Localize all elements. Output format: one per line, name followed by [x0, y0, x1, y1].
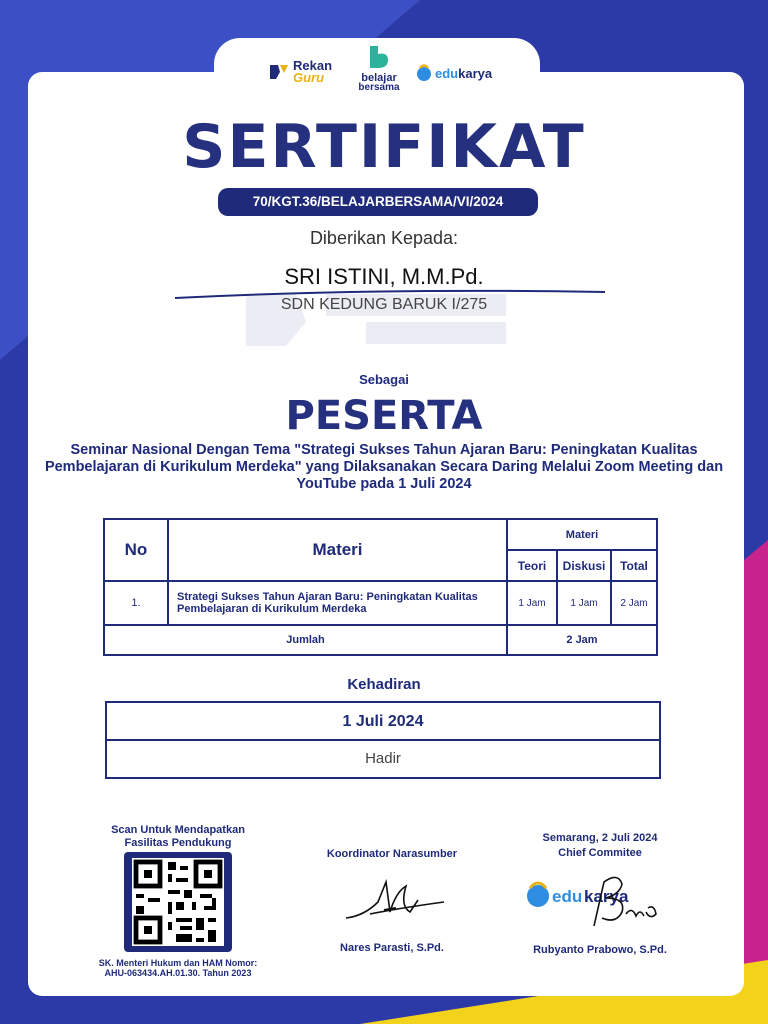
col-diskusi-header: Diskusi [557, 550, 611, 581]
belajar-bersama-mark-icon [364, 46, 394, 68]
col-no-header: No [104, 519, 168, 581]
rekan-guru-mark-icon [268, 63, 290, 81]
attendance-date: 1 Juli 2024 [107, 703, 659, 741]
certificate-title: SERTIFIKAT [182, 112, 586, 182]
signature1-icon [340, 872, 450, 928]
given-to-label: Diberikan Kepada: [309, 228, 459, 248]
signer1-name: Nares Parasti, S.Pd. [340, 942, 444, 954]
attendance-status: Hadir [365, 750, 401, 767]
edukarya-part2: karya [458, 65, 493, 81]
recipient-name: SRI ISTINI, M.M.Pd. [284, 264, 484, 289]
col-teori-header: Teori [507, 550, 557, 581]
edukarya-stamp-signature-icon [522, 868, 672, 932]
col-group-header: Materi [507, 519, 657, 550]
belajar-bersama-line2: bersama [358, 82, 400, 93]
partner-logos [268, 46, 508, 102]
jumlah-label: Jumlah [104, 625, 507, 655]
recipient-school: SDN KEDUNG BARUK I/275 [280, 296, 488, 313]
rekan-guru-logo [268, 60, 332, 84]
table-row [104, 581, 657, 625]
signer2-place-date: Semarang, 2 Juli 2024 [542, 832, 658, 844]
certificate-number: 70/KGT.36/BELAJARBERSAMA/VI/2024 [218, 188, 538, 216]
materi-table [103, 518, 658, 656]
edukarya-logo [415, 64, 492, 82]
signer2-role: Chief Commitee [558, 847, 642, 859]
belajar-bersama-line1: belajar [361, 72, 397, 84]
col-total-header: Total [611, 550, 657, 581]
qr-code-frame [124, 852, 232, 952]
jumlah-value: 2 Jam [507, 625, 657, 655]
belajar-bersama-logo [354, 46, 404, 93]
rekan-guru-line2: Guru [293, 70, 325, 85]
role-title: PESERTA [285, 393, 483, 439]
legal-registration: SK. Menteri Hukum dan HAM Nomor: AHU-063434.AH.01.30. Tahun 2023 [98, 958, 258, 978]
row-teori: 1 Jam [507, 581, 557, 625]
as-label: Sebagai [359, 372, 409, 387]
signer1-role: Koordinator Narasumber [326, 848, 458, 860]
row-no: 1. [104, 581, 168, 625]
attendance-label: Kehadiran [347, 676, 421, 693]
row-topic: Strategi Sukses Tahun Ajaran Baru: Peningkatan Kualitas Pembelajaran di Kurikulum Merdeka [168, 581, 507, 625]
svg-text:edu: edu [552, 887, 583, 906]
signer2-name: Rubyanto Prabowo, S.Pd. [533, 944, 667, 956]
qr-code-icon[interactable] [132, 858, 224, 946]
scan-instruction: Scan Untuk Mendapatkan Fasilitas Pendukung [111, 824, 245, 849]
event-description: Seminar Nasional Dengan Tema "Strategi Sukses Tahun Ajaran Baru: Peningkatan Kualitas Pembelajaran di Kurikulum Merdeka" yang Dilaksanakan Secara Daring Melalui Zoom Meeting dan YouTube pada 1 Juli 2024 [44, 442, 724, 492]
rekan-guru-line1: Rekan [293, 58, 333, 73]
col-materi-header: Materi [168, 519, 507, 581]
edukarya-part1: edu [435, 65, 459, 81]
edukarya-mark-icon [415, 64, 433, 82]
row-total: 2 Jam [611, 581, 657, 625]
svg-text:karya: karya [584, 887, 629, 906]
row-diskusi: 1 Jam [557, 581, 611, 625]
attendance-box [105, 701, 661, 779]
